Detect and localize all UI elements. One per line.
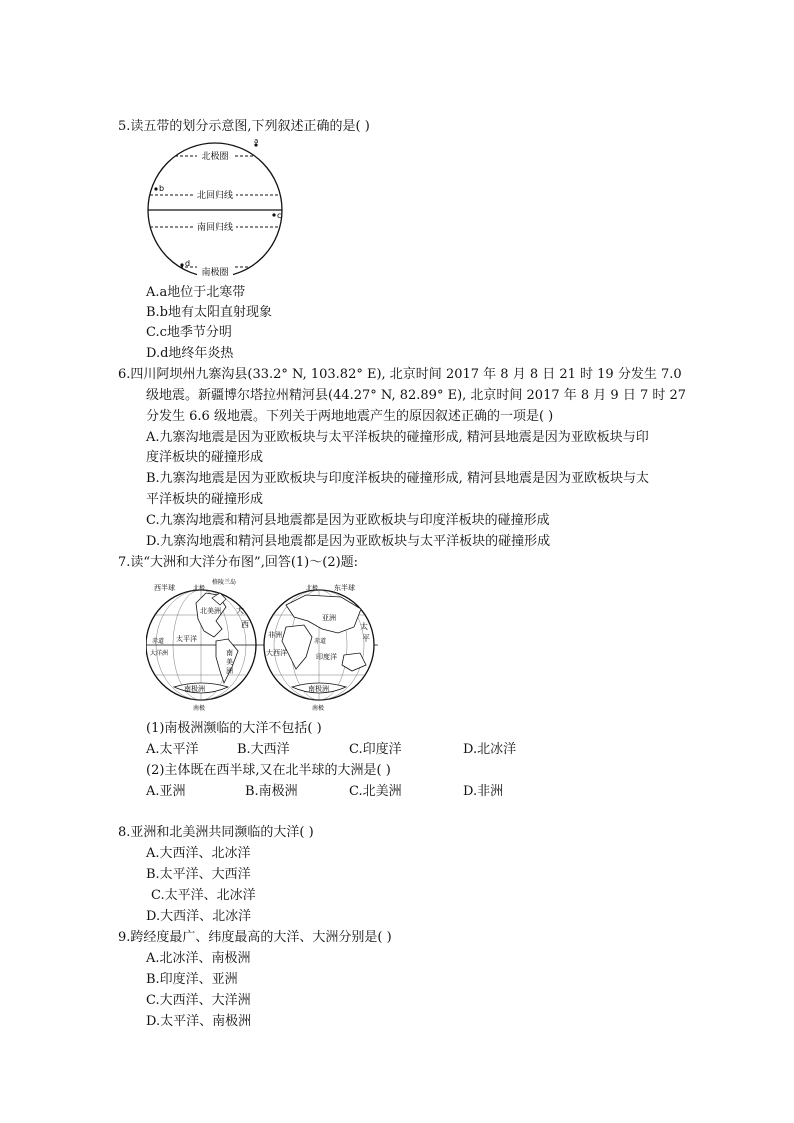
label-south-america-1: 南 bbox=[226, 649, 233, 657]
q8-option-a: A.大西洋、北冰洋 bbox=[146, 846, 251, 861]
q7-sub1-option-d: D.北冰洋 bbox=[463, 742, 517, 757]
q8-option-d: D.大西洋、北冰洋 bbox=[146, 909, 252, 924]
q7-sub1-option-c: C.印度洋 bbox=[349, 742, 402, 757]
label-asia: 亚洲 bbox=[322, 614, 336, 622]
q6-stem-line-2: 级地震。新疆博尔塔拉州精河县(44.27° N, 82.89° E), 北京时间 2017 年 8 月 9 日 7 时 27 bbox=[146, 388, 687, 403]
label-tropic-capricorn: 南回归线 bbox=[196, 223, 234, 233]
label-north-pole-west: 北极 bbox=[193, 585, 206, 592]
q6-option-a-cont: 度洋板块的碰撞形成 bbox=[146, 450, 264, 465]
q9-option-b: B.印度洋、亚洲 bbox=[146, 972, 238, 987]
label-equator-west: 赤道 bbox=[152, 638, 165, 645]
q8-stem: 8.亚洲和北美洲共同濒临的大洋( ) bbox=[118, 825, 314, 840]
label-tropic-cancer: 北回归线 bbox=[196, 191, 234, 201]
point-d bbox=[180, 263, 183, 266]
label-oceania: 大洋洲 bbox=[150, 650, 169, 657]
q7-sub1-option-a: A.太平洋 bbox=[146, 742, 199, 757]
q7-sub2: (2)主体既在西半球,又在北半球的大洲是( ) bbox=[146, 763, 391, 778]
q8-option-c: C.太平洋、北冰洋 bbox=[151, 888, 256, 903]
q5-option-c: C.c地季节分明 bbox=[146, 325, 232, 340]
point-b-label: b bbox=[159, 184, 165, 193]
q9-option-c: C.大西洋、大洋洲 bbox=[146, 993, 251, 1008]
label-south-pole-west: 南极 bbox=[193, 705, 206, 712]
five-zones-diagram bbox=[140, 138, 290, 280]
label-atlantic-xi: 西 bbox=[241, 620, 249, 629]
q5-option-a: A.a地位于北寒带 bbox=[146, 285, 246, 300]
q9-option-a: A.北冰洋、南极洲 bbox=[146, 951, 251, 966]
point-a-label: a bbox=[254, 138, 259, 145]
q6-stem-line-1: 6.四川阿坝州九寨沟县(33.2° N, 103.82° E), 北京时间 2017 年 8 月 8 日 21 时 19 分发生 7.0 bbox=[118, 367, 682, 382]
q7-sub2-option-b: B.南极洲 bbox=[245, 784, 298, 799]
label-pacific-tai: 太 bbox=[360, 622, 368, 631]
label-antarctica-east: 南极洲 bbox=[308, 685, 329, 693]
q7-sub2-option-a: A.亚洲 bbox=[146, 784, 186, 799]
continents-oceans-map bbox=[146, 575, 378, 715]
q6-option-b-cont: 平洋板块的碰撞形成 bbox=[146, 492, 264, 507]
q6-option-c: C.九寨沟地震和精河县地震都是因为亚欧板块与印度洋板块的碰撞形成 bbox=[146, 513, 550, 528]
label-pacific-west: 太平洋 bbox=[176, 635, 197, 643]
point-d-label: d bbox=[185, 259, 191, 268]
q7-sub2-option-d: D.非洲 bbox=[463, 784, 504, 799]
point-c bbox=[272, 213, 275, 216]
label-antarctica-west: 南极洲 bbox=[184, 685, 205, 693]
q5-stem: 5.读五带的划分示意图,下列叙述正确的是( ) bbox=[118, 119, 370, 134]
label-arctic-circle: 北极圈 bbox=[201, 152, 229, 162]
label-north-pole-east: 北极 bbox=[306, 585, 319, 592]
q9-option-d: D.太平洋、南极洲 bbox=[146, 1014, 252, 1029]
q6-option-d: D.九寨沟地震和精河县地震都是因为亚欧板块与太平洋板块的碰撞形成 bbox=[146, 534, 551, 549]
label-antarctic-circle: 南极圈 bbox=[201, 268, 229, 278]
label-south-america-2: 美 bbox=[226, 658, 233, 666]
q5-option-d: D.d地终年炎热 bbox=[146, 346, 234, 361]
label-greenland: 格陵兰岛 bbox=[212, 579, 237, 586]
label-western-hemisphere: 西半球 bbox=[154, 584, 175, 592]
label-equator-east: 赤道 bbox=[314, 638, 327, 645]
q8-option-b: B.太平洋、大西洋 bbox=[146, 867, 251, 882]
label-north-america: 北美洲 bbox=[200, 607, 221, 615]
q7-sub1-option-b: B.大西洋 bbox=[237, 742, 290, 757]
q7-sub1: (1)南极洲濒临的大洋不包括( ) bbox=[146, 721, 322, 736]
point-c-label: c bbox=[277, 211, 282, 220]
point-b bbox=[154, 187, 157, 190]
q6-option-a: A.九寨沟地震是因为亚欧板块与太平洋板块的碰撞形成, 精河县地震是因为亚欧板块与印 bbox=[146, 430, 649, 445]
eastern-hemisphere bbox=[264, 583, 378, 712]
label-atlantic-east: 大西洋 bbox=[266, 649, 287, 657]
label-indian-ocean: 印度洋 bbox=[316, 653, 337, 661]
q5-option-b: B.b地有太阳直射现象 bbox=[146, 305, 273, 320]
q7-sub2-option-c: C.北美洲 bbox=[349, 784, 402, 799]
q6-stem-line-3: 分发生 6.6 级地震。下列关于两地地震产生的原因叙述正确的一项是( ) bbox=[146, 409, 554, 424]
q9-stem: 9.跨经度最广、纬度最高的大洋、大洲分别是( ) bbox=[118, 930, 392, 945]
q6-option-b: B.九寨沟地震是因为亚欧板块与印度洋板块的碰撞形成, 精河县地震是因为亚欧板块与太 bbox=[146, 471, 649, 486]
q7-stem: 7.读“大洲和大洋分布图”,回答(1)～(2)题: bbox=[118, 555, 359, 570]
label-atlantic-da: 大 bbox=[236, 606, 244, 615]
label-pacific-ping: 平 bbox=[362, 634, 370, 643]
label-south-pole-east: 南极 bbox=[312, 705, 325, 712]
label-africa: 非洲 bbox=[268, 631, 282, 639]
label-south-america-3: 洲 bbox=[226, 667, 233, 675]
label-eastern-hemisphere: 东半球 bbox=[334, 584, 355, 592]
